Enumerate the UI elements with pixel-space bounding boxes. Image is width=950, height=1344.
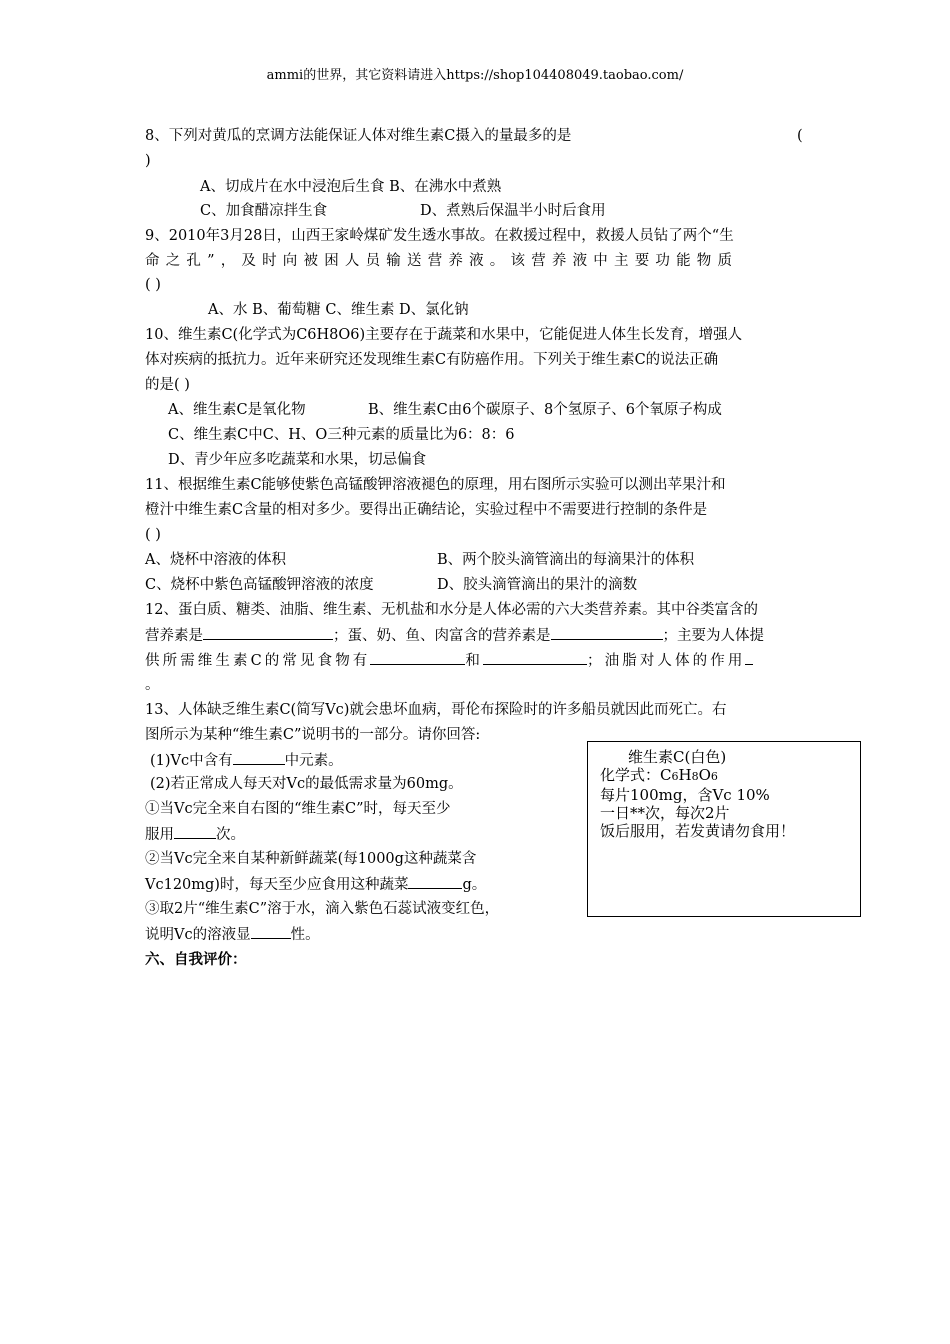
formula-c-sub: 6	[671, 770, 679, 783]
q13-blank-grams[interactable]	[408, 872, 462, 889]
q12-line4: 。	[145, 677, 160, 693]
q12-line2	[145, 623, 810, 649]
q11-line2: 橙汁中维生素C含量的相对多少。要得出正确结论，实验过程中不需要进行控制的条件是	[145, 502, 708, 518]
q13-part1-tail: 中元素。	[284, 753, 343, 769]
q10-option-d: D、青少年应多吃蔬菜和水果，切忌偏食	[168, 452, 427, 468]
formula-h-sub: 8	[691, 770, 699, 783]
formula-h: H	[678, 766, 692, 784]
q13-sub3-text: 说明Vc的溶液显	[145, 927, 251, 943]
q8-option-c: C、加食醋凉拌生食	[200, 203, 328, 219]
q10-option-c: C、维生素C中C、H、O三种元素的质量比为6：8：6	[168, 427, 515, 443]
formula-o: O	[698, 766, 711, 784]
q10-option-a: A、维生素C是氧化物	[168, 402, 306, 418]
formula-o-sub: 6	[710, 770, 718, 783]
formula-c: C	[660, 766, 672, 784]
vitamin-c-label-box	[587, 741, 861, 917]
page-header: ammi的世界，其它资料请进入https://shop104408049.taobao.com/	[266, 68, 684, 83]
q9-line2: 命之孔”，及时向被困人员输送营养液。该营养液中主要功能物质	[145, 253, 739, 269]
q10-line3: 的是( )	[145, 377, 190, 393]
q12-blank-food2[interactable]	[483, 648, 587, 665]
q12-blank-grain-nutrient[interactable]	[203, 623, 333, 640]
q13-blank-acidity[interactable]	[251, 922, 291, 939]
q13-sub2-line1: ②当Vc完全来自某种新鲜蔬菜(每1000g这种蔬菜含	[145, 851, 477, 867]
q11-option-b: B、两个胶头滴管滴出的每滴果汁的体积	[437, 552, 695, 568]
q13-sub1-tail: 次。	[216, 827, 245, 843]
q13-sub1-line1: ①当Vc完全来自右图的“维生素C”时，每天至少	[145, 801, 451, 817]
q10-option-b: B、维生素C由6个碳原子、8个氢原子、6个氧原子构成	[368, 402, 722, 418]
q11-line3: ( )	[145, 527, 161, 543]
q13-sub3-tail: 性。	[290, 927, 320, 943]
q13-line2: 图所示为某种“维生素C”说明书的一部分。请你回答:	[145, 727, 481, 743]
q12-line2-part2: ；蛋、奶、鱼、肉富含的营养素是	[333, 628, 551, 644]
label-formula-caption: 化学式：	[600, 766, 661, 784]
label-frequency: 一日**次，每次2片	[600, 804, 730, 822]
q12-line3-part3: ；油脂对人体的作用	[587, 653, 746, 669]
q12-blank-food1[interactable]	[370, 648, 465, 665]
q12-line3	[145, 648, 810, 674]
q9-answer-paren: ( )	[145, 277, 161, 293]
label-formula	[588, 766, 860, 786]
q11-option-d: D、胶头滴管滴出的果汁的滴数	[437, 577, 638, 593]
q13-sub1-text: 服用	[145, 827, 174, 843]
q13-sub3-line2	[145, 922, 810, 948]
q13-part2: (2)若正常成人每天对Vc的最低需求量为60mg。	[150, 776, 463, 792]
q13-sub3-line1: ③取2片“维生素C”溶于水，滴入紫色石蕊试液变红色，	[145, 901, 500, 917]
q8-stem: 8、下列对黄瓜的烹调方法能保证人体对维生素C摄入的量最多的是	[145, 128, 572, 144]
q11-line1: 11、根据维生素C能够使紫色高锰酸钾溶液褪色的原理，用右图所示实验可以测出苹果汁和	[145, 477, 726, 493]
label-title: 维生素C(白色)	[628, 748, 727, 766]
q13-sub2-text: Vc120mg)时，每天至少应食用这种蔬菜	[145, 877, 409, 893]
q9-line1: 9、2010年3月28日，山西王家岭煤矿发生透水事故。在救援过程中，救援人员钻了两个“生	[145, 228, 734, 244]
q12-line2-part3: ；主要为人体提	[662, 628, 764, 644]
q10-line1: 10、维生素C(化学式为C6H8O6)主要存在于蔬菜和水果中，它能促进人体生长发育，增强人	[145, 327, 743, 343]
label-dose: 每片100mg，含Vc 10%	[600, 786, 770, 804]
q13-sub2-tail: g。	[462, 877, 487, 893]
q9-options: A、水 B、葡萄糖 C、维生素 D、氯化钠	[208, 302, 469, 318]
label-warning: 饭后服用，若发黄请勿食用！	[600, 822, 796, 840]
q8-option-d: D、煮熟后保温半小时后食用	[420, 203, 606, 219]
q12-line3-part1: 供所需维生素C的常见食物有	[145, 653, 371, 669]
q12-line2-part1: 营养素是	[145, 628, 203, 644]
q13-part1-text: (1)Vc中含有	[150, 753, 233, 769]
q8-paren-open: (	[797, 128, 803, 144]
q12-blank-protein-foods[interactable]	[551, 623, 663, 640]
section-self-evaluation: 六、自我评价：	[145, 951, 247, 968]
q11-option-a: A、烧杯中溶液的体积	[145, 552, 286, 568]
q13-blank-elements[interactable]	[233, 748, 285, 765]
q10-line2: 体对疾病的抵抗力。近年来研究还发现维生素C有防癌作用。下列关于维生素C的说法正确	[145, 352, 719, 368]
q12-blank-fat-role[interactable]	[745, 648, 753, 665]
q8-options-ab: A、切成片在水中浸泡后生食 B、在沸水中煮熟	[200, 179, 502, 195]
q11-option-c: C、烧杯中紫色高锰酸钾溶液的浓度	[145, 577, 374, 593]
q12-line1: 12、蛋白质、糖类、油脂、维生素、无机盐和水分是人体必需的六大类营养素。其中谷类富含的	[145, 602, 758, 618]
q8-paren-close: )	[145, 153, 151, 169]
q12-line3-part2: 和	[465, 653, 484, 669]
q13-blank-times[interactable]	[174, 822, 216, 839]
q13-line1: 13、人体缺乏维生素C(简写Vc)就会患坏血病，哥伦布探险时的许多船员就因此而死亡。右	[145, 702, 727, 718]
